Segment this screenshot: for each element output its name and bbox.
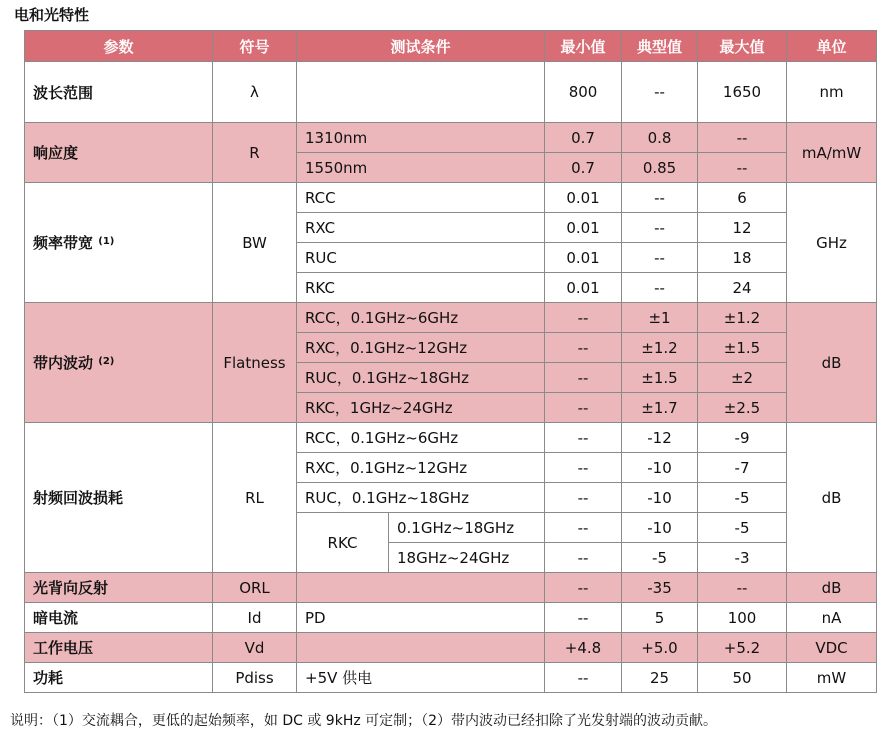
- symbol-cell: Vd: [213, 633, 297, 663]
- max-cell: -5: [698, 513, 787, 543]
- table-row: [25, 633, 877, 663]
- min-cell: --: [545, 543, 622, 573]
- condition-cell: PD: [297, 603, 545, 633]
- condition-cell: RCC，0.1GHz~6GHz: [297, 423, 545, 453]
- symbol-cell: Pdiss: [213, 663, 297, 693]
- condition-cell: +5V 供电: [297, 663, 545, 693]
- header-typ: 典型值: [622, 31, 698, 62]
- condition-cell: [297, 573, 545, 603]
- condition-cell: RXC: [297, 213, 545, 243]
- symbol-cell: Id: [213, 603, 297, 633]
- condition-cell: 0.1GHz~18GHz: [389, 513, 545, 543]
- typ-cell: 0.8: [622, 123, 698, 153]
- max-cell: ±1.2: [698, 303, 787, 333]
- min-cell: --: [545, 303, 622, 333]
- param-name: [25, 183, 213, 303]
- max-cell: ±2.5: [698, 393, 787, 423]
- min-cell: --: [545, 573, 622, 603]
- condition-cell: [297, 62, 545, 123]
- typ-cell: ±1: [622, 303, 698, 333]
- symbol-cell: RL: [213, 423, 297, 573]
- max-cell: -7: [698, 453, 787, 483]
- min-cell: --: [545, 333, 622, 363]
- min-cell: --: [545, 483, 622, 513]
- typ-cell: -5: [622, 543, 698, 573]
- symbol-cell: Flatness: [213, 303, 297, 423]
- typ-cell: 5: [622, 603, 698, 633]
- unit-cell: mW: [787, 663, 877, 693]
- typ-cell: -10: [622, 513, 698, 543]
- table-row: [25, 183, 877, 213]
- condition-cell: 18GHz~24GHz: [389, 543, 545, 573]
- unit-cell: GHz: [787, 183, 877, 303]
- min-cell: 0.01: [545, 273, 622, 303]
- max-cell: 12: [698, 213, 787, 243]
- max-cell: --: [698, 153, 787, 183]
- unit-cell: nA: [787, 603, 877, 633]
- param-name: 响应度: [25, 123, 213, 183]
- condition-cell: RXC，0.1GHz~12GHz: [297, 333, 545, 363]
- max-cell: 100: [698, 603, 787, 633]
- table-row: [25, 573, 877, 603]
- typ-cell: ±1.5: [622, 363, 698, 393]
- table-row: [25, 303, 877, 333]
- table-row: [25, 423, 877, 453]
- typ-cell: --: [622, 243, 698, 273]
- condition-cell: RUC，0.1GHz~18GHz: [297, 363, 545, 393]
- rkc-label-cell: RKC: [297, 513, 389, 573]
- max-cell: -3: [698, 543, 787, 573]
- param-name: 工作电压: [25, 633, 213, 663]
- max-cell: 1650: [698, 62, 787, 123]
- param-name: 射频回波损耗: [25, 423, 213, 573]
- typ-cell: --: [622, 62, 698, 123]
- symbol-cell: λ: [213, 62, 297, 123]
- condition-cell: RKC，1GHz~24GHz: [297, 393, 545, 423]
- header-param: 参数: [25, 31, 213, 62]
- condition-cell: RXC，0.1GHz~12GHz: [297, 453, 545, 483]
- spec-table: [24, 30, 877, 693]
- unit-cell: VDC: [787, 633, 877, 663]
- unit-cell: dB: [787, 573, 877, 603]
- table-row: [25, 123, 877, 153]
- typ-cell: -35: [622, 573, 698, 603]
- typ-cell: -12: [622, 423, 698, 453]
- unit-cell: nm: [787, 62, 877, 123]
- min-cell: --: [545, 393, 622, 423]
- condition-cell: RCC: [297, 183, 545, 213]
- param-name: [25, 303, 213, 423]
- typ-cell: ±1.7: [622, 393, 698, 423]
- min-cell: 0.7: [545, 153, 622, 183]
- max-cell: 18: [698, 243, 787, 273]
- min-cell: 0.01: [545, 243, 622, 273]
- typ-cell: --: [622, 213, 698, 243]
- condition-cell: [297, 633, 545, 663]
- condition-cell: RCC，0.1GHz~6GHz: [297, 303, 545, 333]
- typ-cell: --: [622, 183, 698, 213]
- min-cell: --: [545, 423, 622, 453]
- min-cell: --: [545, 663, 622, 693]
- typ-cell: ±1.2: [622, 333, 698, 363]
- param-label: 频率带宽: [33, 234, 94, 252]
- min-cell: --: [545, 603, 622, 633]
- param-name: 波长范围: [25, 62, 213, 123]
- max-cell: --: [698, 573, 787, 603]
- max-cell: ±1.5: [698, 333, 787, 363]
- min-cell: 0.01: [545, 183, 622, 213]
- header-max: 最大值: [698, 31, 787, 62]
- param-name: 功耗: [25, 663, 213, 693]
- symbol-cell: R: [213, 123, 297, 183]
- condition-cell: RKC: [297, 273, 545, 303]
- symbol-cell: ORL: [213, 573, 297, 603]
- footnote-marker: (2): [98, 356, 115, 367]
- symbol-cell: BW: [213, 183, 297, 303]
- typ-cell: -10: [622, 453, 698, 483]
- typ-cell: +5.0: [622, 633, 698, 663]
- section-title: 电和光特性: [14, 6, 90, 24]
- unit-cell: dB: [787, 423, 877, 573]
- max-cell: --: [698, 123, 787, 153]
- min-cell: --: [545, 453, 622, 483]
- min-cell: --: [545, 513, 622, 543]
- min-cell: 0.01: [545, 213, 622, 243]
- condition-cell: 1310nm: [297, 123, 545, 153]
- max-cell: -5: [698, 483, 787, 513]
- max-cell: -9: [698, 423, 787, 453]
- typ-cell: --: [622, 273, 698, 303]
- min-cell: --: [545, 363, 622, 393]
- header-unit: 单位: [787, 31, 877, 62]
- footnote-marker: (1): [98, 236, 115, 247]
- footnote-text: 说明：（1）交流耦合，更低的起始频率，如 DC 或 9kHz 可定制；（2）带内波动已经扣除了光发射端的波动贡献。: [10, 713, 718, 729]
- condition-cell: RUC，0.1GHz~18GHz: [297, 483, 545, 513]
- param-label: 带内波动: [33, 354, 94, 372]
- max-cell: 24: [698, 273, 787, 303]
- min-cell: 0.7: [545, 123, 622, 153]
- typ-cell: 25: [622, 663, 698, 693]
- max-cell: ±2: [698, 363, 787, 393]
- typ-cell: -10: [622, 483, 698, 513]
- table-row: [25, 62, 877, 123]
- param-name: 光背向反射: [25, 573, 213, 603]
- header-row: [25, 31, 877, 62]
- table-row: [25, 603, 877, 633]
- max-cell: 6: [698, 183, 787, 213]
- typ-cell: 0.85: [622, 153, 698, 183]
- condition-cell: 1550nm: [297, 153, 545, 183]
- max-cell: +5.2: [698, 633, 787, 663]
- unit-cell: mA/mW: [787, 123, 877, 183]
- min-cell: 800: [545, 62, 622, 123]
- unit-cell: dB: [787, 303, 877, 423]
- max-cell: 50: [698, 663, 787, 693]
- condition-cell: RUC: [297, 243, 545, 273]
- header-symbol: 符号: [213, 31, 297, 62]
- header-min: 最小值: [545, 31, 622, 62]
- header-condition: 测试条件: [297, 31, 545, 62]
- table-row: [25, 663, 877, 693]
- min-cell: +4.8: [545, 633, 622, 663]
- param-name: 暗电流: [25, 603, 213, 633]
